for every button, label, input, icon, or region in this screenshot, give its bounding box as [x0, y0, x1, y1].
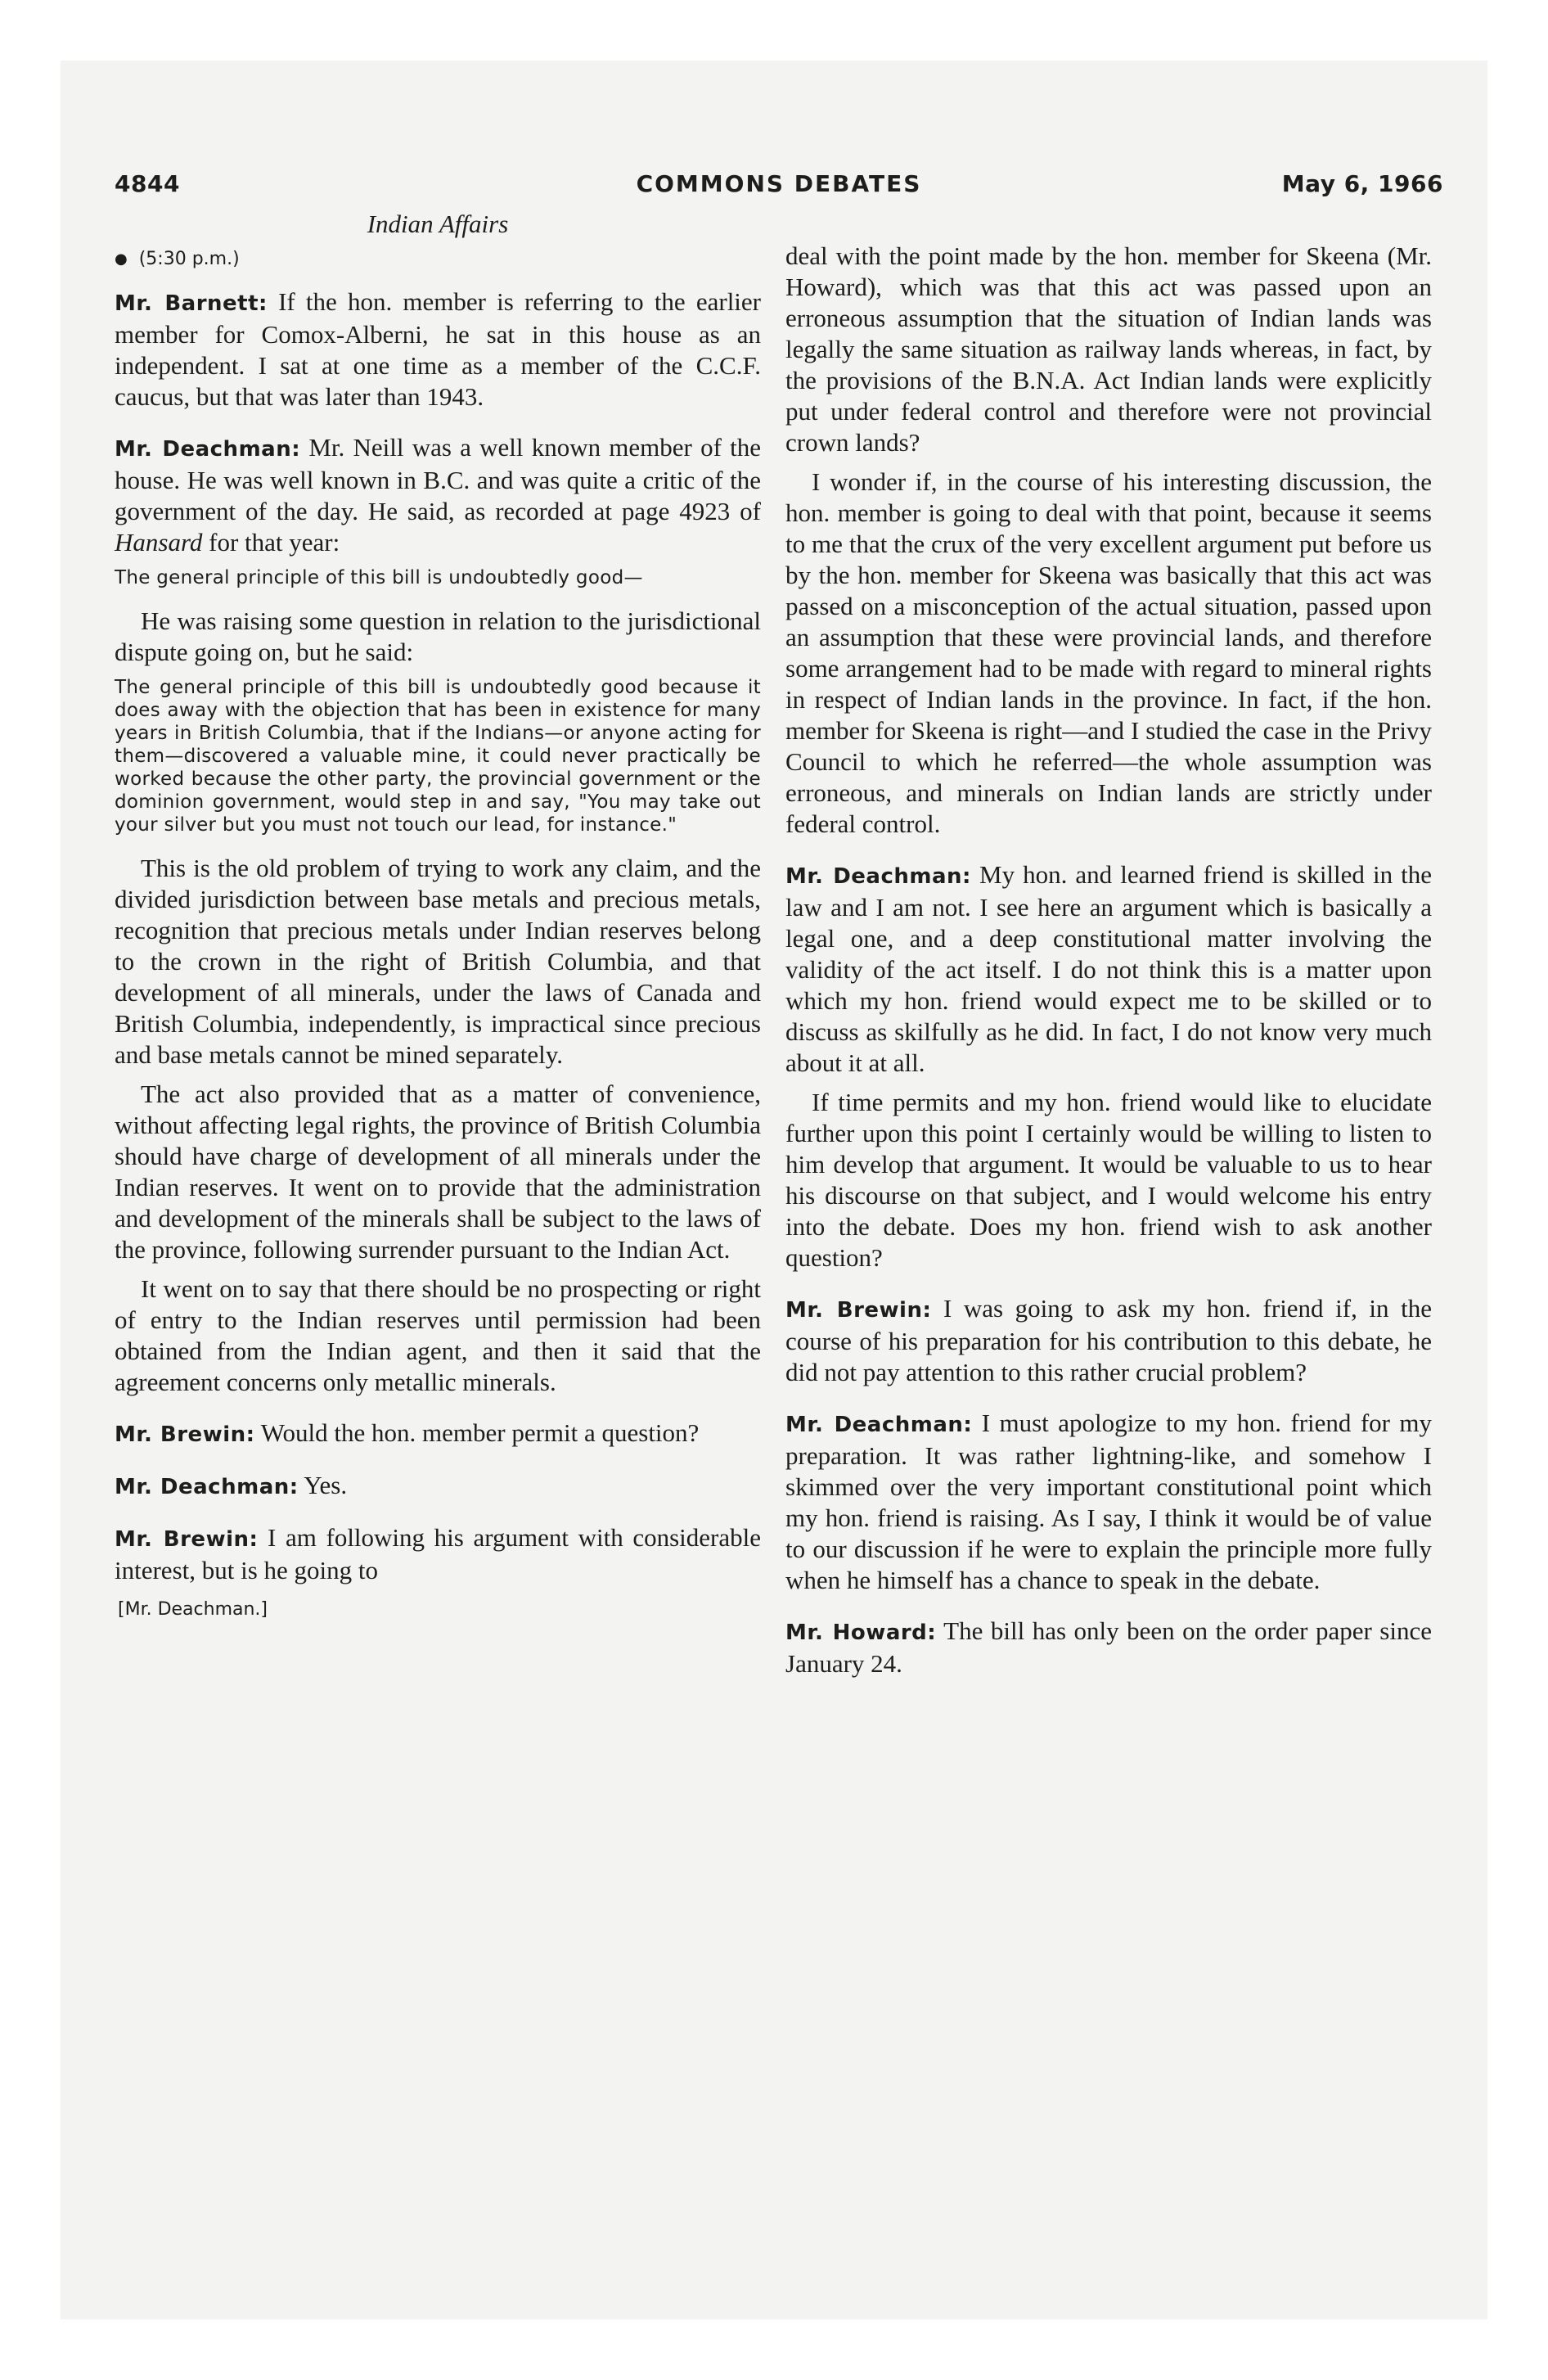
paragraph: If time permits and my hon. friend would like to elucidate further upon this point I certainly would be willing to listen to him develop that argument. It would be valuable to us to hear his discourse on that subject, and I would welcome his entry into the debate. Does my hon. friend wish to ask another question? [785, 1088, 1432, 1272]
speech-text: My hon. and learned friend is skilled in the law and I am not. I see here an argument which is basically a legal one, and a deep constitutional matter involving the validity of the act itself. I do not think this is a matter upon which my hon. friend would expect me to be skilled or to discuss as skilfully as he did. In fact, I do not know very much about it at all. [785, 860, 1432, 1077]
left-column [115, 208, 761, 1625]
speaker-footer: [Mr. Deachman.] [118, 1599, 268, 1620]
speech-barnett [115, 286, 761, 412]
bullet-icon: ● [115, 250, 128, 268]
hansard-page [115, 170, 1443, 1678]
speaker-name: Mr. Brewin: [785, 1298, 932, 1323]
speech-text: Yes. [304, 1471, 348, 1499]
paragraph: I wonder if, in the course of his interesting discussion, the hon. member is going to deal with that point, because it seems to me that the crux of the very excellent argument put before us by the hon. member for Skeena was basically that this act was passed on a misconception of the actual situation, passed upon an assumption that these were provincial lands, and therefore some arrangement had to be made with regard to mineral rights in respect of Indian lands in the province. In fact, if the hon. member for Skeena is right—and I studied the case in the Privy Council to which he referred—the whole assumption was erroneous, and minerals on Indian lands are strictly under federal control. [785, 467, 1432, 838]
paragraph: deal with the point made by the hon. member for Skeena (Mr. Howard), which was that this act was passed upon an erroneous assumption that the situation of Indian lands was legally the same situation as railway lands whereas, in fact, by the provisions of the B.N.A. Act Indian lands were explicitly put under federal control and therefore were not provincial crown lands? [785, 241, 1432, 457]
speech-deachman-1 [115, 432, 761, 558]
paragraph: The act also provided that as a matter of convenience, without affecting legal rights, the province of British Columbia should have charge of development of all minerals under the Indian reserves. It went on to provide that the administration and development of the minerals shall be subject to the laws of the province, following surrender pursuant to the Indian Act. [115, 1080, 761, 1264]
speaker-name: Mr. Brewin: [115, 1527, 259, 1552]
speech-text: If the hon. member is referring to the earlier member for Comox-Alberni, he sat in this house as an independent. I sat at one time as a member of the C.C.F. caucus, but that was later than 1943. [115, 287, 762, 411]
publication-date: May 6, 1966 [1281, 170, 1443, 197]
subject-heading: Indian Affairs [367, 210, 509, 238]
paragraph: He was raising some question in relation to the jurisdictional dispute going on, but he said: [115, 606, 761, 666]
speech-text: The bill has only been on the order paper since January 24. [785, 1616, 1432, 1678]
speaker-name: Mr. Deachman: [115, 1475, 299, 1499]
speech-text: Mr. Neill was a well known member of the house. He was well known in B.C. and was quite a critic of the government of the day. He said, as recorded at page 4923 of [115, 433, 761, 525]
block-quote-1: The general principle of this bill is undoubtedly good— [115, 567, 643, 588]
time-text: (5:30 p.m.) [138, 249, 240, 269]
speech-brewin-3 [785, 1293, 1432, 1388]
speaker-name: Mr. Deachman: [785, 864, 971, 889]
speaker-name: Mr. Deachman: [115, 437, 301, 462]
hansard-title: Hansard [115, 528, 203, 557]
speaker-name: Mr. Deachman: [785, 1413, 973, 1437]
running-head [115, 170, 1443, 203]
right-column [785, 208, 1432, 1688]
publication-title: COMMONS DEBATES [636, 170, 922, 197]
speech-text: I was going to ask my hon. friend if, in the course of his preparation for his contribution to this debate, he did not pay attention to this rather crucial problem? [785, 1294, 1433, 1386]
paragraph: This is the old problem of trying to work any claim, and the divided jurisdiction between base metals and precious metals, recognition that precious metals under Indian reserves belong to the crown in the right of British Columbia, and that development of all minerals, under the laws of Canada and British Columbia, independently, is impractical since precious and base metals cannot be mined separately. [115, 854, 761, 1069]
paragraph: It went on to say that there should be no prospecting or right of entry to the Indian reserves until permission had been obtained from the Indian agent, and then it said that the agreement concerns only metallic minerals. [115, 1274, 761, 1396]
speech-howard [785, 1616, 1432, 1679]
speech-brewin-1 [115, 1418, 761, 1450]
speaker-name: Mr. Barnett: [115, 291, 268, 316]
speech-deachman-3 [785, 859, 1432, 1079]
speech-text: Would the hon. member permit a question? [260, 1418, 700, 1447]
speech-text: for that year: [209, 528, 340, 557]
block-quote-2: The general principle of this bill is undoubtedly good because it does away with the objection that has been in existence for many years in British Columbia, that if the Indians—or anyone acting for them—discovered a valuable mine, it could never practically be worked because the other party, the provincial government or the dominion government, would step in and say, "You may take out your silver but you must not touch our lead, for instance." [115, 677, 761, 836]
time-marker [115, 244, 761, 275]
speech-deachman-2 [115, 1470, 761, 1503]
speech-text: I am following his argument with considerable interest, but is he going to [115, 1523, 761, 1584]
speech-text: I must apologize to my hon. friend for my preparation. It was rather lightning-like, and somehow I skimmed over the very important constitutional point which my hon. friend is raising. As I say, I think it would be of value to our discussion if he were to explain the principle more fully when he himself has a chance to speak in the debate. [785, 1409, 1432, 1594]
speaker-name: Mr. Brewin: [115, 1422, 255, 1447]
page-number: 4844 [115, 170, 180, 197]
speech-brewin-2 [115, 1522, 761, 1586]
speech-deachman-4 [785, 1408, 1432, 1596]
speaker-name: Mr. Howard: [785, 1620, 937, 1645]
